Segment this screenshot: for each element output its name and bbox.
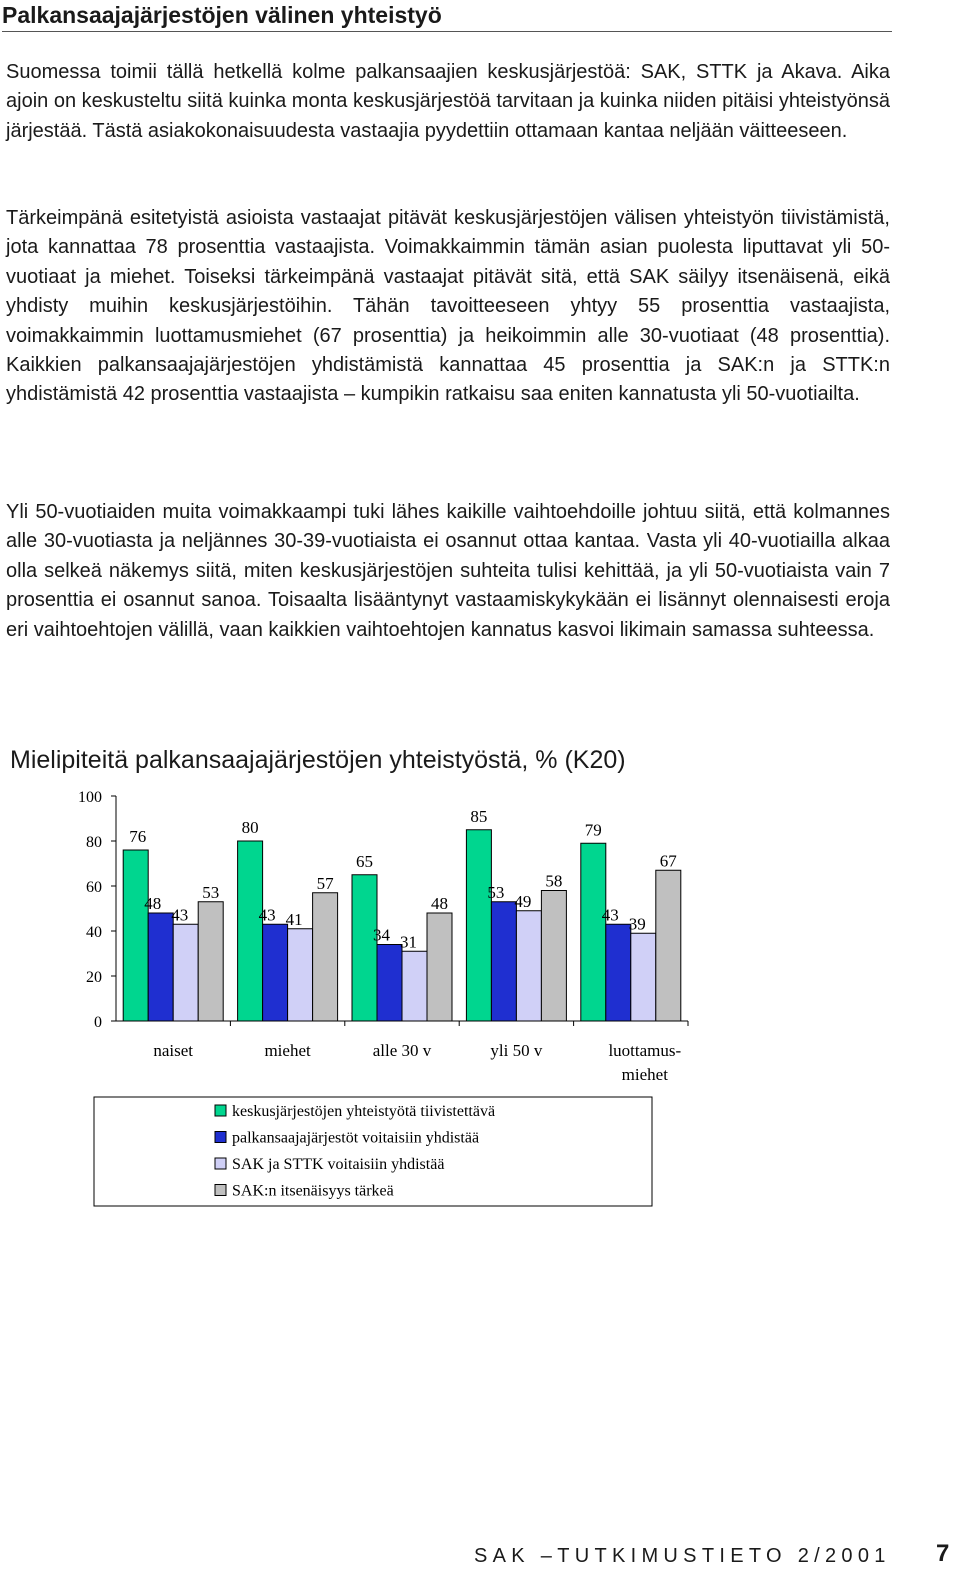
y-tick-label: 40	[86, 924, 102, 941]
data-label: 39	[628, 914, 646, 934]
data-label: 43	[258, 905, 276, 925]
data-label: 67	[659, 851, 677, 871]
data-label: 76	[129, 827, 147, 846]
data-label: 43	[171, 905, 189, 925]
bar	[516, 911, 541, 1021]
bar	[402, 951, 427, 1021]
category-label: miehet	[264, 1041, 311, 1060]
legend-label: SAK:n itsenäisyys tärkeä	[232, 1182, 394, 1200]
data-label: 49	[514, 891, 532, 911]
bar	[466, 830, 491, 1021]
data-label: 34	[373, 925, 390, 945]
bar	[606, 924, 631, 1021]
paragraph-intro: Suomessa toimii tällä hetkellä kolme palkansaajien keskusjärjestöä: SAK, STTK ja Akava. Aika ajoin on keskusteltu siitä kuinka monta keskusjärjestöä tarvitaan ja kuinka niiden pitäisi yhteistyönsä järjestää. Tästä asiakokonaisuudesta vastaajia pyydettiin ottamaan kantaa neljään väitteeseen.	[6, 61, 890, 142]
bar	[173, 924, 198, 1021]
bar	[198, 902, 223, 1021]
legend-swatch	[215, 1158, 226, 1169]
data-label: 57	[316, 873, 334, 893]
category-label: alle 30 v	[372, 1041, 432, 1060]
bar	[377, 945, 402, 1022]
data-label: 80	[241, 818, 259, 837]
data-label: 79	[584, 820, 602, 840]
data-label: 41	[285, 909, 303, 929]
bar	[491, 902, 516, 1021]
legend-swatch	[215, 1132, 226, 1143]
y-tick-label: 80	[86, 834, 102, 851]
legend-swatch	[215, 1105, 226, 1116]
legend-label: SAK ja STTK voitaisiin yhdistää	[232, 1156, 445, 1173]
paragraph-age-analysis: Yli 50-vuotiaiden muita voimakkaampi tuki lähes kaikille vaihtoehdoille johtuu siitä, että kolmannes alle 30-vuotiasta ja neljännes 30-39-vuotiaista ei osannut ottaa kantaa. Vasta yli 40-vuotiailla alkaa olla selkeä näkemys siitä, miten keskusjärjestöjen suhteita tulisi kehittää, ja yli 50-vuotiaista vain 7 prosenttia ei osannut sanoa. Toisaalta lisääntynyt vastaamiskykykään ei lisännyt olennaisesti eroja eri vaihtoehtojen välillä, vaan kaikkien vaihtoehtojen kannatus kasvoi likimain samassa suhteessa.	[6, 501, 890, 641]
bar	[238, 841, 263, 1021]
data-label: 85	[470, 806, 488, 826]
bar	[123, 850, 148, 1021]
data-label: 58	[545, 871, 563, 891]
publication-footer: SAK –TUTKIMUSTIETO 2/2001	[474, 1545, 891, 1567]
bar	[656, 870, 681, 1021]
data-label: 43	[601, 905, 619, 925]
page-number: 7	[936, 1540, 950, 1567]
y-tick-label: 60	[86, 879, 102, 896]
legend-swatch	[215, 1185, 226, 1196]
bar	[352, 875, 377, 1021]
bar-chart	[0, 780, 960, 1220]
legend-label: palkansaajajärjestöt voitaisiin yhdistää	[232, 1129, 480, 1147]
chart-title: Mielipiteitä palkansaajajärjestöjen yhteistyöstä, % (K20)	[10, 746, 626, 774]
y-tick-label: 0	[94, 1014, 102, 1031]
data-label: 65	[356, 851, 373, 871]
bar	[541, 891, 566, 1022]
bar	[263, 924, 288, 1021]
bar	[288, 929, 313, 1021]
bar	[631, 933, 656, 1021]
data-label: 48	[144, 894, 162, 913]
category-label: naiset	[153, 1041, 194, 1060]
paragraph-findings: Tärkeimpänä esitetyistä asioista vastaajat pitävät keskusjärjestöjen välisen yhteistyön tiivistämistä, jota kannattaa 78 prosenttia vastaajista. Voimakkaimmin tämän asian puolesta liputtavat yli 50-vuotiaat ja miehet. Toiseksi tärkeimpänä vastaajat pitävät sitä, että SAK säilyy itsenäisenä, eikä yhdisty muihin keskusjärjestöihin. Tähän tavoitteeseen yhtyy 55 prosenttia vastaajista, voimakkaimmin luottamusmiehet (67 prosenttia) ja heikoimmin alle 30-vuotiaat (48 prosenttia). Kaikkien palkansaajajärjestöjen yhdistämistä kannattaa 45 prosenttia ja SAK:n ja STTK:n yhdistämistä 42 prosenttia vastaajista – kumpikin ratkaisu saa eniten kannatusta yli 50-vuotiailta.	[6, 207, 890, 406]
data-label: 48	[431, 894, 448, 913]
data-label: 53	[202, 882, 220, 902]
data-label: 31	[400, 932, 417, 952]
data-label: 53	[487, 882, 505, 902]
y-tick-label: 100	[78, 789, 102, 806]
category-label: luottamus-	[608, 1041, 682, 1060]
bar	[581, 843, 606, 1021]
category-label: miehet	[621, 1065, 668, 1084]
legend-label: keskusjärjestöjen yhteistyötä tiivistettävä	[232, 1103, 496, 1120]
page-heading: Palkansaajajärjestöjen välinen yhteistyö	[2, 0, 892, 32]
y-tick-label: 20	[86, 969, 102, 986]
bar	[148, 913, 173, 1021]
category-label: yli 50 v	[490, 1041, 543, 1060]
bar	[313, 893, 338, 1021]
bar	[427, 913, 452, 1021]
